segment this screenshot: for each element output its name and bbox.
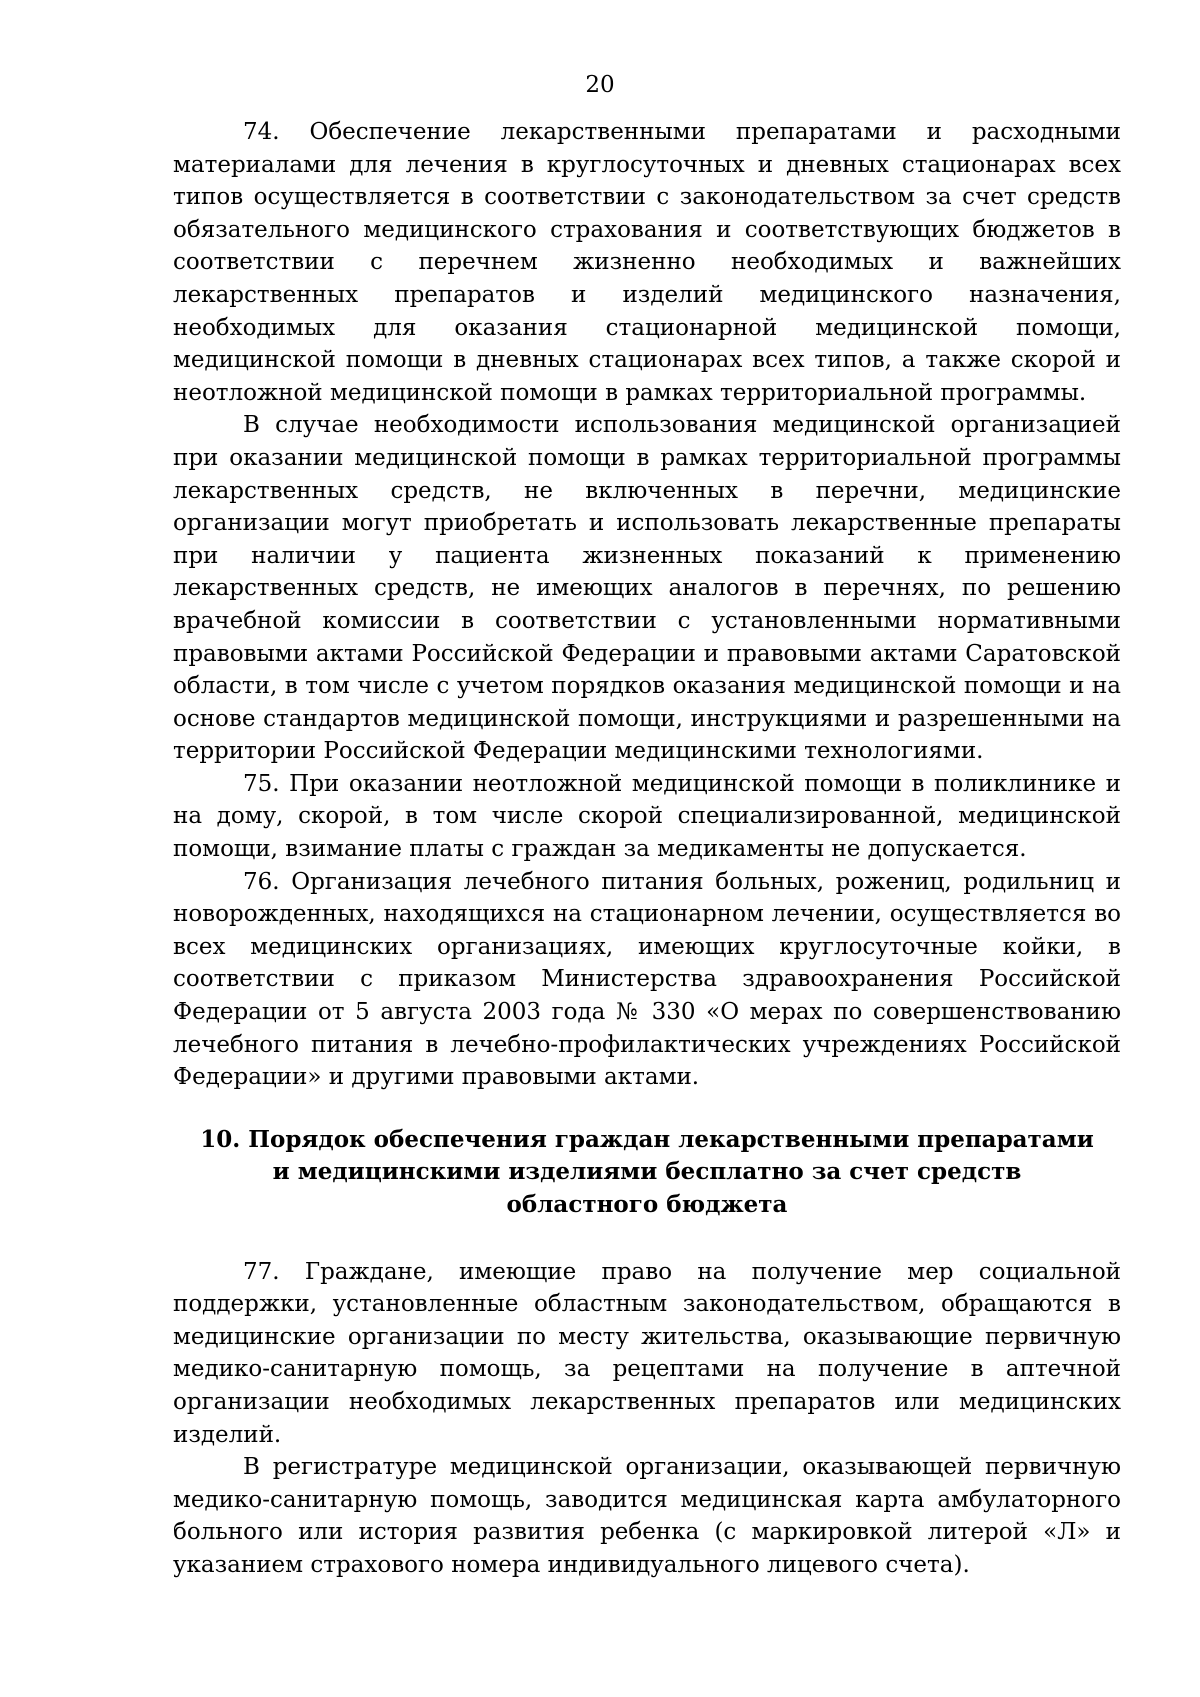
section-heading-line-3: областного бюджета	[506, 1191, 788, 1218]
paragraph-77: 77. Граждане, имеющие право на получение мер социальной поддержки, установленные областным законодательством, обращаются в медицинские организации по месту жительства, оказывающие первичную медико-санитарную помощь, за рецептами на получение в аптечной организации необходимых лекарственных препаратов или медицинских изделий.	[173, 1258, 1121, 1448]
paragraph-77-continued: В регистратуре медицинской организации, оказывающей первичную медико-санитарную помощь, заводится медицинская карта амбулаторного больного или история развития ребенка (с маркировкой литерой «Л» и указанием страхового номера индивидуального лицевого счета).	[173, 1454, 1121, 1578]
page-number: 20	[585, 72, 615, 98]
paragraph-76: 76. Организация лечебного питания больных, рожениц, родильниц и новорожденных, находящихся на стационарном лечении, осуществляется во всех медицинских организациях, имеющих круглосуточные койки, в соответствии с приказом Министерства здравоохранения Российской Федерации от 5 августа 2003 года № 330 «О мерах по совершенствованию лечебного питания в лечебно-профилактических учреждениях Российской Федерации» и другими правовыми актами.	[173, 868, 1121, 1091]
paragraph-75: 75. При оказании неотложной медицинской помощи в поликлинике и на дому, скорой, в том числе скорой специализированной, медицинской помощи, взимание платы с граждан за медикаменты не допускается.	[173, 770, 1121, 863]
paragraph-74-continued: В случае необходимости использования медицинской организацией при оказании медицинской помощи в рамках территориальной программы лекарственных средств, не включенных в перечни, медицинские организации могут приобретать и использовать лекарственные препараты при наличии у пациента жизненных показаний к применению лекарственных средств, не имеющих аналогов в перечнях, по решению врачебной комиссии в соответствии с установленными нормативными правовыми актами Российской Федерации и правовыми актами Саратовской области, в том числе с учетом порядков оказания медицинской помощи и на основе стандартов медицинской помощи, инструкциями и разрешенными на территории Российской Федерации медицинскими технологиями.	[173, 412, 1121, 765]
paragraph-74: 74. Обеспечение лекарственными препаратами и расходными материалами для лечения в круглосуточных и дневных стационарах всех типов осуществляется в соответствии с законодательством за счет средств обязательного медицинского страхования и соответствующих бюджетов в соответствии с перечнем жизненно необходимых и важнейших лекарственных препаратов и изделий медицинского назначения, необходимых для оказания стационарной медицинской помощи, медицинской помощи в дневных стационарах всех типов, а также скорой и неотложной медицинской помощи в рамках территориальной программы.	[173, 119, 1121, 406]
section-heading-line-2: и медицинскими изделиями бесплатно за счет средств	[272, 1158, 1022, 1186]
section-heading-line-1: 10. Порядок обеспечения граждан лекарственными препаратами	[200, 1125, 1094, 1153]
section-heading	[173, 1124, 1121, 1222]
document-body	[173, 116, 1121, 1582]
